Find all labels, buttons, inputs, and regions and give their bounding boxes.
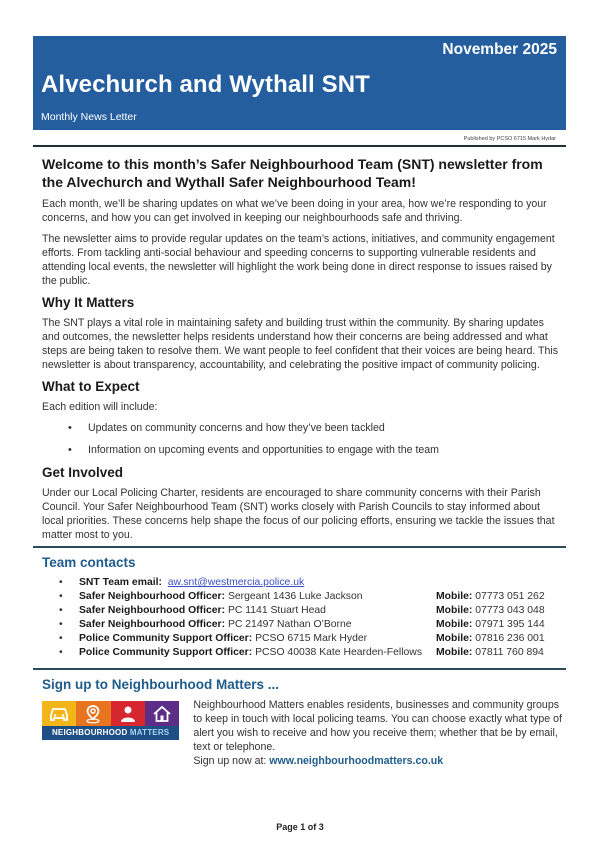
contact-mobile: 07816 236 001	[475, 633, 545, 644]
involved-paragraph: Under our Local Policing Charter, residents are encouraged to share community concerns with their Parish Council. Your Safer Neighbourhood Team (SNT) works closely with Parish Councils to stay informed about local priorities. These concerns help shape the focus of our policing efforts, ensuring we tackle the issues that matter most to you.	[42, 487, 555, 541]
section-divider	[33, 668, 566, 670]
mobile-label: Mobile:	[436, 619, 473, 630]
intro-paragraph-1: Each month, we’ll be sharing updates on what we’ve been doing in your area, how we’re responding to your concerns, and how you can get involved in keeping our neighbourhoods safe and thriving.	[42, 198, 547, 224]
page-number: Page 1 of 3	[276, 822, 324, 832]
signup-section	[42, 698, 566, 768]
contacts-heading: Team contacts	[42, 555, 136, 570]
welcome-heading: Welcome to this month’s Safer Neighbourhood Team (SNT) newsletter from the Alvechurch and Wythall Safer Neighbourhood Team!	[42, 156, 543, 190]
contact-role: Safer Neighbourhood Officer:	[79, 605, 226, 616]
why-paragraph: The SNT plays a vital role in maintaining safety and building trust within the community. By sharing updates and outcomes, the newsletter helps residents understand how their concerns are being addressed and what steps are being taken to resolve them. We want people to feel confident that their voices are being heard. This newsletter is about transparency, accountability, and celebrating the positive impact of community policing.	[42, 317, 559, 371]
mobile-label: Mobile:	[436, 633, 473, 644]
contact-mobile: 07811 760 894	[475, 647, 544, 658]
published-by: Published by PCSO 6715 Mark Hydar	[463, 136, 556, 142]
header-divider	[33, 145, 566, 147]
masthead-banner	[33, 36, 566, 130]
person-icon	[111, 701, 145, 726]
mobile-label: Mobile:	[436, 647, 473, 658]
contact-name: PCSO 6715 Mark Hyder	[255, 633, 368, 644]
home-icon	[145, 701, 179, 726]
contact-mobile: 07971 395 144	[475, 619, 545, 630]
main-content	[33, 156, 566, 542]
contact-mobile: 07773 043 048	[475, 605, 545, 616]
signup-link[interactable]: www.neighbourhoodmatters.co.uk	[269, 755, 444, 767]
contact-row	[59, 632, 566, 646]
contact-role: Safer Neighbourhood Officer:	[79, 591, 226, 602]
newsletter-subtitle: Monthly News Letter	[41, 111, 137, 123]
newsletter-page	[33, 36, 566, 768]
contact-name: PC 1141 Stuart Head	[227, 605, 326, 616]
contact-name: Sergeant 1436 Luke Jackson	[227, 591, 363, 602]
neighbourhood-matters-logo	[42, 701, 179, 742]
email-label: SNT Team email:	[79, 577, 162, 588]
mobile-label: Mobile:	[436, 591, 473, 602]
contact-role: Police Community Support Officer:	[79, 647, 253, 658]
signup-heading: Sign up to Neighbourhood Matters ...	[42, 677, 279, 692]
expect-heading: What to Expect	[42, 379, 140, 394]
contact-role: Police Community Support Officer:	[79, 633, 253, 644]
issue-month: November 2025	[442, 41, 557, 58]
newsletter-title: Alvechurch and Wythall SNT	[41, 71, 370, 98]
car-icon	[42, 701, 76, 726]
involved-heading: Get Involved	[42, 465, 124, 480]
signup-cta: Sign up now at: www.neighbourhoodmatters.co.uk	[193, 755, 444, 767]
intro-paragraph-2: The newsletter aims to provide regular updates on the team’s actions, initiatives, and community engagement efforts. From tackling anti-social behaviour and speeding concerns to supporting vulnerable residents and attending local events, the newsletter will highlight the work being done in direct response to issues raised by the public.	[42, 233, 555, 287]
contact-row	[59, 604, 566, 618]
contact-row	[59, 618, 566, 632]
contact-role: Safer Neighbourhood Officer:	[79, 619, 226, 630]
logo-band: NEIGHBOURHOOD MATTERS	[42, 726, 179, 740]
contact-email-row	[59, 576, 566, 590]
list-item: • Updates on community concerns and how they’ve been tackled	[68, 421, 560, 435]
contact-mobile: 07773 051 262	[475, 591, 545, 602]
signup-body: Neighbourhood Matters enables residents, businesses and community groups to keep in touch with local policing teams. You can choose exactly what type of alert you wish to receive and how you receive them; whether that be by email, text or telephone.	[193, 699, 562, 753]
expect-lead: Each edition will include:	[42, 401, 158, 413]
contacts-list	[33, 576, 566, 660]
email-link[interactable]: aw.snt@westmercia.police.uk	[167, 577, 305, 588]
expect-list	[42, 421, 560, 457]
section-divider	[33, 546, 566, 548]
mobile-label: Mobile:	[436, 605, 473, 616]
contact-name: PC 21497 Nathan O’Borne	[227, 619, 352, 630]
contact-row	[59, 646, 566, 660]
list-item: • Information on upcoming events and opportunities to engage with the team	[68, 443, 560, 457]
why-heading: Why It Matters	[42, 295, 135, 310]
contact-name: PCSO 40038 Kate Hearden-Fellows	[255, 647, 423, 658]
signup-description	[193, 698, 566, 768]
contact-row	[59, 590, 566, 604]
location-pin-icon	[76, 701, 110, 726]
